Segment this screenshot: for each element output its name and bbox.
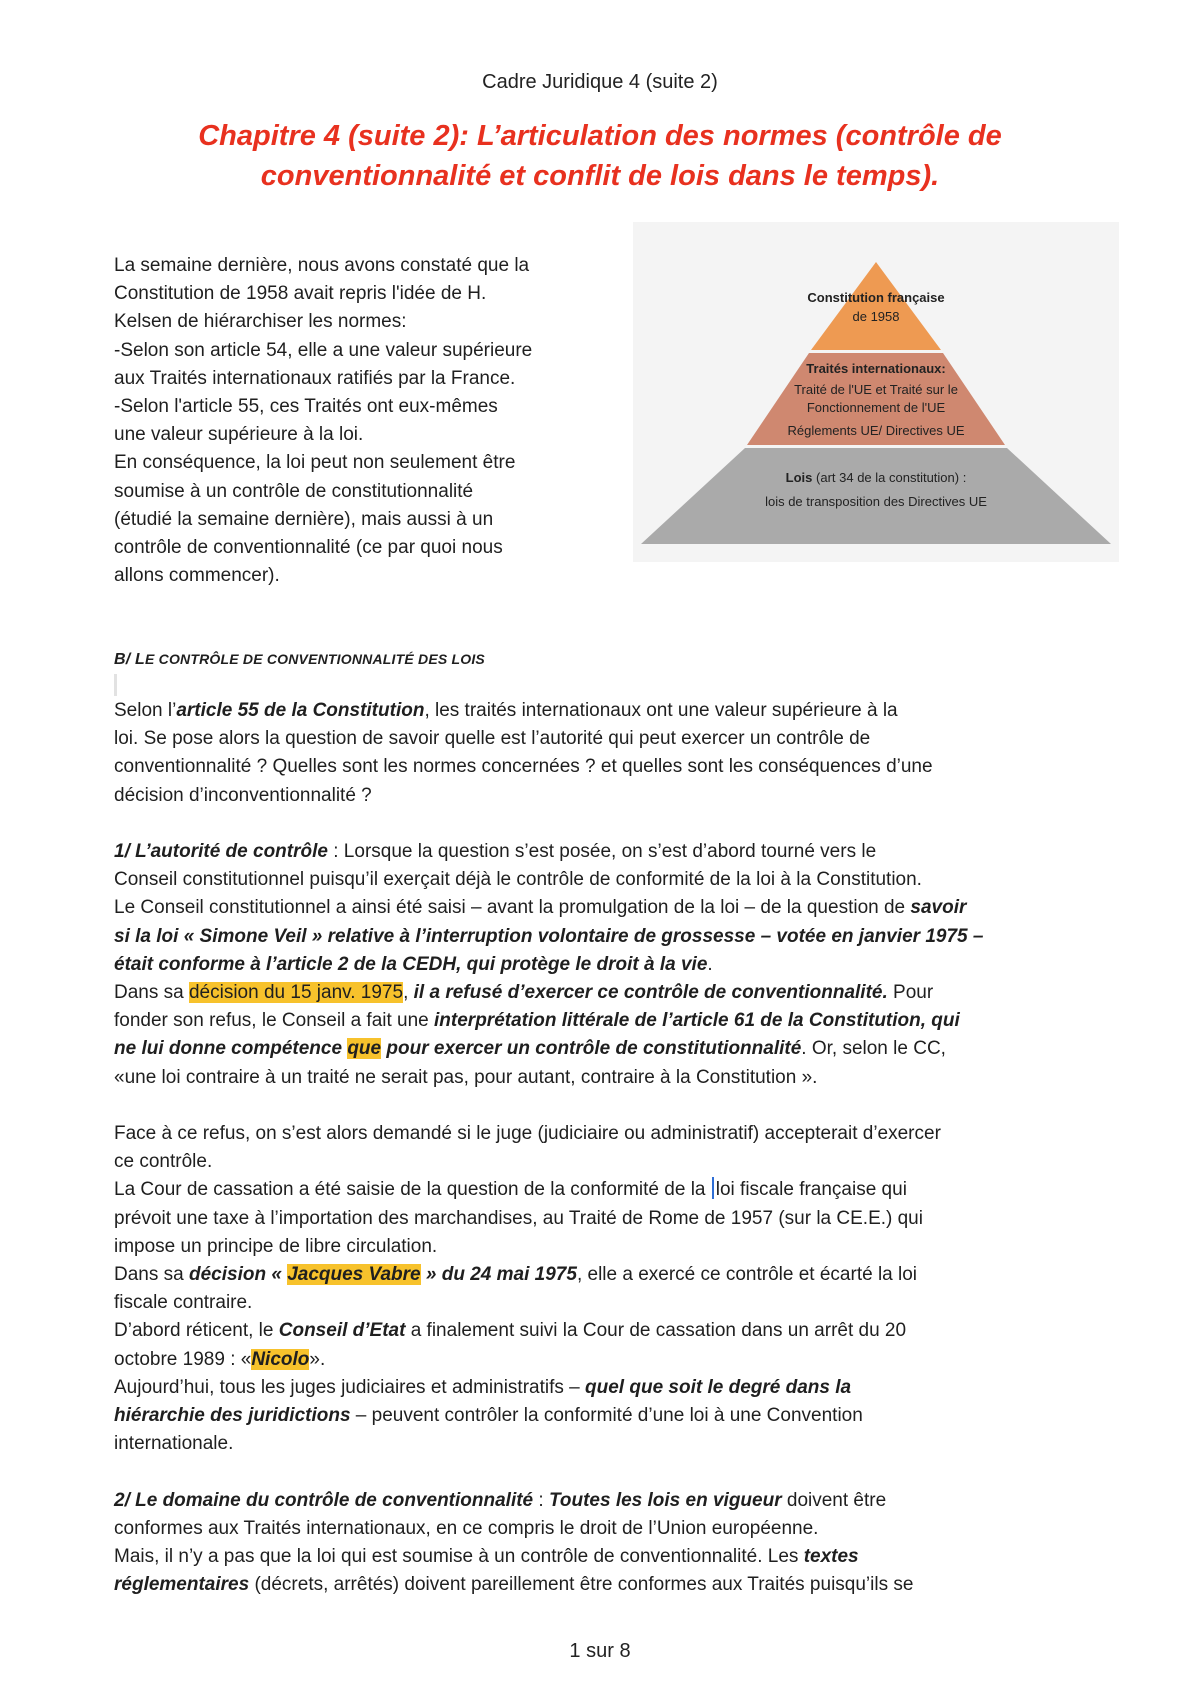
main-body-text	[114, 697, 1104, 1599]
intro-line: Constitution de 1958 avait repris l'idée de H.	[114, 283, 487, 305]
text-cursor-marker	[114, 674, 117, 696]
body-line: ce contrôle.	[114, 1151, 213, 1173]
pyramid-middle-title: Traités internationaux:	[806, 361, 946, 376]
pyramid-bottom-label-2: lois de transposition des Directives UE	[765, 494, 987, 509]
body-line: conventionnalité ? Quelles sont les normes concernées ? et quelles sont les conséquences d’une	[114, 756, 933, 778]
body-line: Conseil constitutionnel puisqu’il exerçait déjà le contrôle de conformité de la loi à la Constitution.	[114, 869, 922, 891]
text-run: :	[533, 1489, 549, 1511]
part2-heading: 2/ Le domaine du contrôle de conventionnalité	[114, 1489, 534, 1511]
chapter-title	[100, 116, 1100, 196]
text-run: : Lorsque la question s’est posée, on s’est d’abord tourné vers le	[327, 841, 877, 862]
text-run: Pour	[887, 982, 934, 1004]
emphasis-text: hiérarchie des juridictions	[114, 1405, 351, 1427]
paragraph-gap	[114, 810, 1104, 838]
intro-line: une valeur supérieure à la loi.	[114, 424, 364, 446]
text-run: , les traités internationaux ont une valeur supérieure à la	[424, 700, 898, 721]
pyramid-top-label-2: de 1958	[852, 309, 900, 324]
emphasis-text: il a refusé d’exercer ce contrôle de conventionnalité.	[413, 982, 888, 1004]
text-run: ,	[403, 982, 414, 1004]
text-run: (décrets, arrêtés) doivent pareillement être conformes aux Traités puisqu’ils se	[249, 1574, 914, 1596]
body-line	[114, 979, 1104, 1007]
body-line	[114, 1261, 1104, 1289]
intro-line: soumise à un contrôle de constitutionnalité	[114, 480, 474, 502]
intro-paragraph	[114, 252, 614, 590]
body-line	[114, 1402, 1104, 1430]
pyramid-bottom-label-1	[786, 470, 967, 485]
body-line	[114, 1374, 1104, 1402]
body-line	[114, 1176, 1104, 1204]
emphasis-text: pour exercer un contrôle de constitutionnalité	[381, 1038, 802, 1060]
text-run: Mais, il n’y a pas que la loi qui est soumise à un contrôle de conventionnalité. Les	[114, 1546, 804, 1568]
norms-pyramid-diagram	[633, 222, 1119, 562]
intro-line: allons commencer).	[114, 565, 280, 587]
emphasis-text: était conforme à l’article 2 de la CEDH, qui protège le droit à la vie	[114, 953, 708, 975]
body-line: décision d’inconventionnalité ?	[114, 784, 372, 806]
body-line: internationale.	[114, 1433, 234, 1455]
emphasis-text: ne lui donne compétence	[114, 1038, 348, 1060]
highlighted-text: que	[347, 1038, 382, 1060]
text-run: a finalement suivi la Cour de cassation dans un arrêt du 20	[405, 1320, 907, 1342]
pyramid-middle-label-3: Réglements UE/ Directives UE	[787, 423, 965, 438]
paragraph-gap	[114, 1092, 1104, 1120]
emphasis-text: textes	[803, 1546, 859, 1568]
section-heading	[114, 651, 485, 669]
intro-line: Kelsen de hiérarchiser les normes:	[114, 311, 407, 333]
highlighted-text: Nicolo	[251, 1348, 310, 1370]
highlighted-text: décision du 15 janv. 1975	[188, 982, 404, 1004]
section-heading-prefix: B/ L	[114, 651, 146, 668]
intro-line: aux Traités internationaux ratifiés par la France.	[114, 367, 516, 389]
part1-heading: 1/ L’autorité de contrôle	[114, 841, 328, 862]
text-run: doivent être	[781, 1489, 887, 1511]
text-run: D’abord réticent, le	[114, 1320, 279, 1342]
emphasis-text: Toutes les lois en vigueur	[548, 1489, 782, 1511]
paragraph-gap	[114, 1458, 1104, 1486]
body-line	[114, 1487, 1104, 1515]
emphasis-text: Conseil d’Etat	[278, 1320, 406, 1342]
page-number: 1 sur 8	[569, 1640, 631, 1662]
body-line: Face à ce refus, on s’est alors demandé si le juge (judiciaire ou administratif) accepterait d’exercer	[114, 1123, 941, 1145]
text-run: fonder son refus, le Conseil a fait une	[114, 1010, 435, 1032]
document-header: Cadre Juridique 4 (suite 2)	[482, 71, 718, 93]
text-run: ».	[309, 1348, 326, 1370]
intro-line: -Selon l'article 55, ces Traités ont eux-mêmes	[114, 396, 498, 418]
chapter-title-line-1: Chapitre 4 (suite 2): L’articulation des normes (contrôle de	[198, 120, 1002, 152]
text-run: – peuvent contrôler la conformité d’une loi à une Convention	[350, 1405, 863, 1427]
body-line	[114, 1317, 1104, 1345]
body-line: conformes aux Traités internationaux, en ce compris le droit de l’Union européenne.	[114, 1517, 819, 1539]
body-line	[114, 838, 1104, 866]
body-line	[114, 1346, 1104, 1374]
body-line	[114, 697, 1104, 725]
text-run: Dans sa	[114, 1264, 189, 1286]
emphasis-text: quel que soit le degré dans la	[585, 1376, 852, 1398]
highlighted-text: Jacques Vabre	[287, 1264, 421, 1286]
body-line: «une loi contraire à un traité ne serait pas, pour autant, contraire à la Constitution ».	[114, 1066, 818, 1088]
emphasis-text: » du 24 mai 1975	[420, 1264, 577, 1286]
text-run: .	[707, 953, 713, 975]
emphasis-text: décision «	[188, 1264, 288, 1286]
body-line	[114, 951, 1104, 979]
text-run: octobre 1989 : «	[114, 1348, 252, 1370]
text-run: Le Conseil constitutionnel a ainsi été saisi – avant la promulgation de la loi – de la question de	[114, 897, 911, 919]
emphasis-text: article 55 de la Constitution	[176, 700, 425, 721]
text-run: , elle a exercé ce contrôle et écarté la loi	[576, 1264, 918, 1286]
text-run: Selon l’	[114, 700, 177, 721]
body-line	[114, 1543, 1104, 1571]
pyramid-bottom-rest: (art 34 de la constitution) :	[812, 470, 967, 485]
text-run: Aujourd’hui, tous les juges judiciaires et administratifs –	[114, 1376, 586, 1398]
section-heading-rest: E CONTRÔLE DE CONVENTIONNALITÉ DES LOIS	[145, 651, 485, 667]
emphasis-text: savoir	[910, 897, 967, 919]
body-line: si la loi « Simone Veil » relative à l’interruption volontaire de grossesse – votée en janvier 1975 –	[114, 925, 984, 947]
intro-line: La semaine dernière, nous avons constaté que la	[114, 255, 530, 276]
intro-line: (étudié la semaine dernière), mais aussi à un	[114, 508, 494, 530]
text-run: loi fiscale française qui	[715, 1179, 907, 1201]
text-run: . Or, selon le CC,	[801, 1038, 946, 1060]
pyramid-bottom-bold: Lois	[785, 470, 813, 485]
body-line	[114, 1571, 1104, 1599]
text-run: Dans sa	[114, 982, 189, 1004]
body-line: fiscale contraire.	[114, 1292, 253, 1314]
text-cursor	[712, 1177, 714, 1199]
intro-line: -Selon son article 54, elle a une valeur supérieure	[114, 339, 533, 361]
chapter-title-line-2: conventionnalité et conflit de lois dans le temps).	[260, 160, 940, 192]
intro-line: En conséquence, la loi peut non seulement être	[114, 452, 516, 474]
body-line	[114, 1035, 1104, 1063]
text-run: La Cour de cassation a été saisie de la question de la conformité de la	[114, 1179, 711, 1201]
intro-line: contrôle de conventionnalité (ce par quoi nous	[114, 537, 503, 559]
pyramid-middle-label-1: Traité de l'UE et Traité sur le	[794, 382, 958, 397]
emphasis-text: interprétation littérale de l’article 61 de la Constitution, qui	[434, 1010, 960, 1032]
body-line: impose un principe de libre circulation.	[114, 1235, 438, 1257]
emphasis-text: réglementaires	[114, 1574, 250, 1596]
body-line: prévoit une taxe à l’importation des marchandises, au Traité de Rome de 1957 (sur la CE.E.) qui	[114, 1207, 923, 1229]
pyramid-top-label-1: Constitution française	[807, 290, 945, 305]
pyramid-middle-label-2: Fonctionnement de l'UE	[806, 400, 946, 415]
body-line	[114, 1007, 1104, 1035]
body-line: loi. Se pose alors la question de savoir quelle est l’autorité qui peut exercer un contrôle de	[114, 728, 871, 750]
body-line	[114, 894, 1104, 922]
